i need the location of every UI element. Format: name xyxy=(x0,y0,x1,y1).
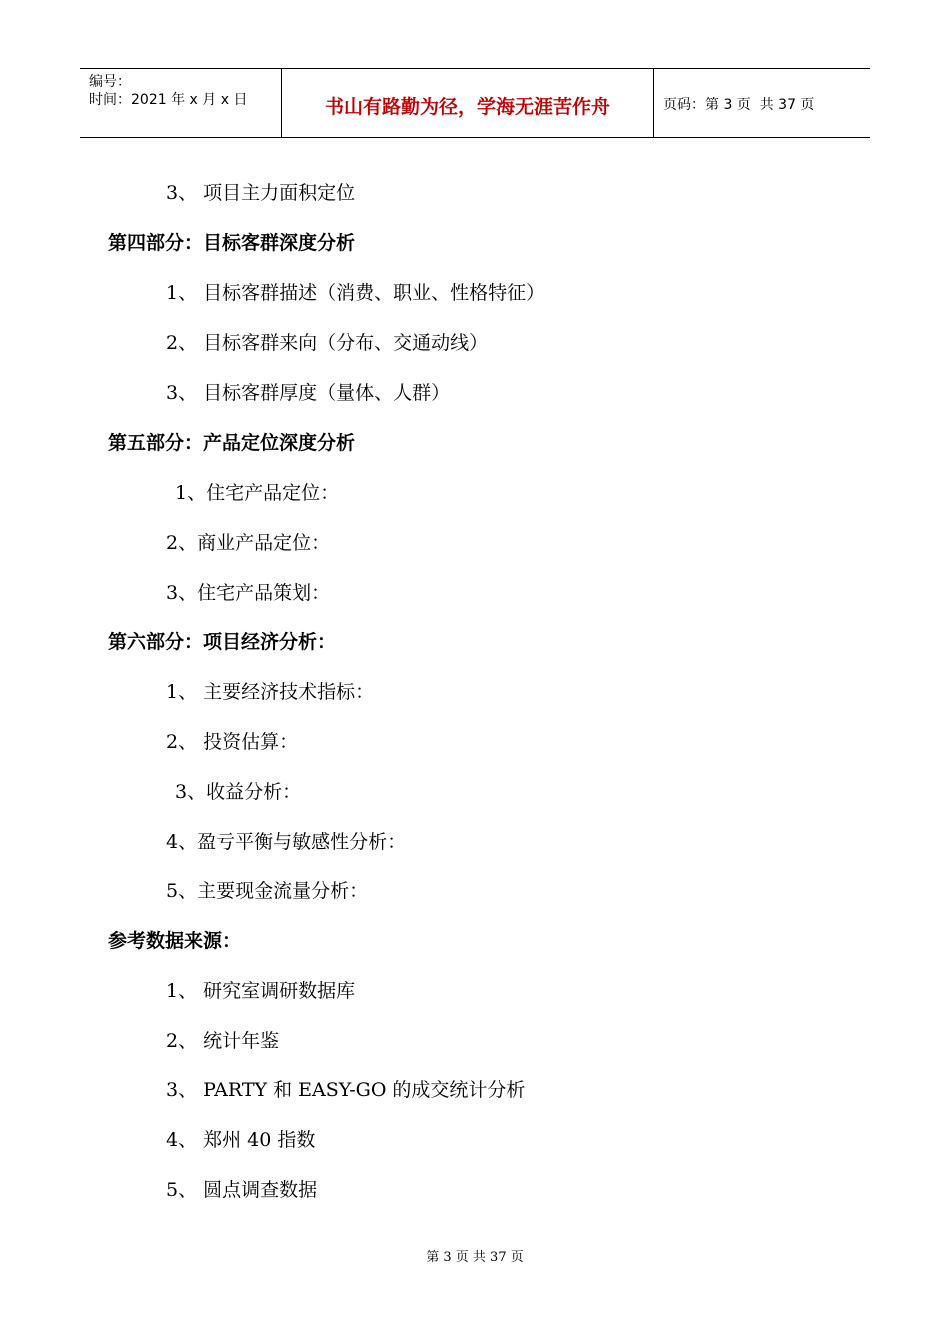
section-heading-part5: 第五部分：产品定位深度分析 xyxy=(108,432,356,454)
document-time-label: 时间：2021 年 x 月 x 日 xyxy=(89,92,248,108)
outline-item: 1、 主要经济技术指标： xyxy=(166,681,375,703)
header-motto: 书山有路勤为径，学海无涯苦作舟 xyxy=(282,69,654,137)
page-header xyxy=(80,68,870,138)
section-heading-part4: 第四部分：目标客群深度分析 xyxy=(108,232,356,254)
header-meta xyxy=(80,69,282,137)
outline-item: 1、住宅产品定位： xyxy=(175,482,340,504)
section-heading-part6: 第六部分：项目经济分析： xyxy=(108,631,337,653)
outline-item: 3、 项目主力面积定位 xyxy=(166,182,356,204)
header-page-info xyxy=(654,69,870,137)
reference-item: 4、 郑州 40 指数 xyxy=(166,1129,316,1151)
reference-item: 1、 研究室调研数据库 xyxy=(166,980,356,1002)
outline-item: 3、住宅产品策划： xyxy=(166,582,331,604)
reference-item: 5、 圆点调查数据 xyxy=(166,1179,318,1201)
reference-item: 2、 统计年鉴 xyxy=(166,1030,280,1052)
section-heading-references: 参考数据来源： xyxy=(108,930,242,952)
outline-item: 1、 目标客群描述（消费、职业、性格特征） xyxy=(166,282,546,304)
header-page-label: 页码：第 3 页 共 37 页 xyxy=(663,97,815,113)
reference-item: 3、 PARTY 和 EASY-GO 的成交统计分析 xyxy=(166,1079,526,1101)
outline-item: 5、主要现金流量分析： xyxy=(166,880,369,902)
document-number-label: 编号： xyxy=(89,74,131,90)
outline-item: 3、 目标客群厚度（量体、人群） xyxy=(166,382,451,404)
outline-item: 2、 投资估算： xyxy=(166,731,299,753)
outline-item: 2、 目标客群来向（分布、交通动线） xyxy=(166,332,489,354)
outline-item: 3、收益分析： xyxy=(175,781,302,803)
page-footer: 第 3 页 共 37 页 xyxy=(426,1250,524,1265)
outline-item: 2、商业产品定位： xyxy=(166,532,331,554)
outline-item: 4、盈亏平衡与敏感性分析： xyxy=(166,831,407,853)
